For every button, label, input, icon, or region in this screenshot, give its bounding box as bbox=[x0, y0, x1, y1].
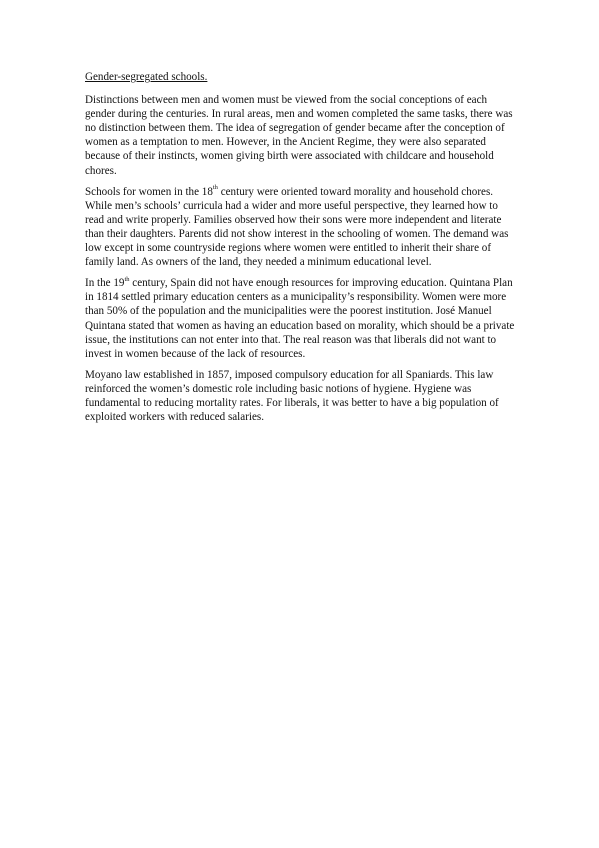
document-title: Gender-segregated schools. bbox=[85, 71, 208, 83]
ordinal-suffix: th bbox=[212, 183, 218, 191]
paragraph-2 bbox=[85, 185, 517, 270]
paragraph-4: Moyano law established in 1857, imposed compulsory education for all Spaniards. This law reinforced the women’s domestic role including basic notions of hygiene. Hygiene was fundamental to reducing mortality rates. For liberals, it was better to have a big population of exploited workers with reduced salaries. bbox=[85, 368, 499, 424]
document-page bbox=[85, 70, 517, 431]
ordinal-suffix: th bbox=[124, 275, 130, 283]
paragraph-2-text-end: century were oriented toward morality and household chores. While men’s schools’ curricula had a wider and more useful perspective, they learned how to read and write properly. Families observed how their sons were more independent and literate than their daughters. Parents did not show interest in the schooling of women. The demand was low except in some countryside regions where women were entitled to inherit their share of family land. As owners of the land, they needed a minimum educational level. bbox=[85, 185, 509, 269]
paragraph-1: Distinctions between men and women must be viewed from the social conceptions of each gender during the centuries. In rural areas, men and women completed the same tasks, there was no distinction between them. The idea of segregation of gender became after the conception of women as a temptation to men. However, in the Ancient Regime, they were also separated because of their instincts, women giving birth were associated with childcare and household chores. bbox=[85, 94, 513, 177]
paragraph-3-text-start: In the 19 bbox=[85, 277, 125, 290]
paragraph-3 bbox=[85, 276, 517, 361]
paragraph-3-text-end: century, Spain did not have enough resources for improving education. Quintana Plan in 1814 settled primary education centers as a municipality’s responsibility. Women were more than 50% of the population and the municipalities were the poorest institution. José Manuel Quintana stated that women as having an education based on morality, which should be a private issue, the institutions can not enter into that. The real reason was that liberals did not want to invest in women because of the lack of resources. bbox=[85, 277, 515, 360]
paragraph-2-text-start: Schools for women in the 18 bbox=[85, 185, 213, 198]
